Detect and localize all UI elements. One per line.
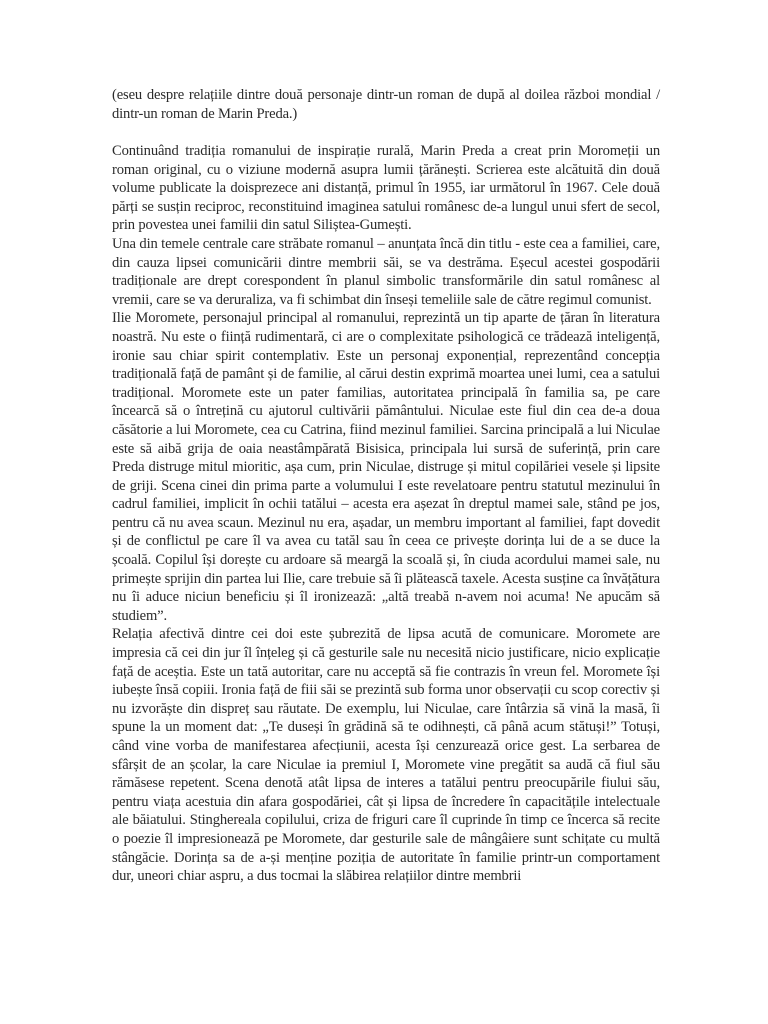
paragraph-relationship: Relația afectivă dintre cei doi este șubrezită de lipsa acută de comunicare. Moromete are impresia că cei din jur îl înțeleg și că gesturile sale nu necesită nicio justificare, nicio explicație față de aceștia. Este un tată autoritar, care nu acceptă să fie contrazis în vreun fel. Moromete își iubește însă copiii. Ironia față de fiii săi se prezintă sub forma unor observații cu scop corectiv și nu izvorăște din dispreț sau răutate. De exemplu, lui Niculae, care întârzia să vină la masă, îi spune la un moment dat: „Te duseși în grădină să te odihnești, că până acum stătuși!” Totuși, când vine vorba de manifestarea afecțiunii, acesta își cenzurează orice gest. La serbarea de sfârșit de an școlar, la care Niculae ia premiul I, Moromete vine pregătit sa audă că fiul său rămăsese repetent. Scena denotă atât lipsa de interes a tatălui pentru preocupările fiului său, pentru viața acestuia din afara gospodăriei, cât și lipsa de încredere în capacitățile intelectuale ale băiatului. Stinghereala copilului, criza de friguri care îl cuprinde în timp ce încerca să recite o poezie îl impresionează pe Moromete, dar gesturile sale de mângâiere sunt schițate cu multă stângăcie. Dorința sa de a-și menține poziția de autoritate în familie printr-un comportament dur, uneori chiar aspru, a dus tocmai la slăbirea relațiilor dintre membrii bbox=[112, 626, 660, 885]
paragraph-characters: Ilie Moromete, personajul principal al romanului, reprezintă un tip aparte de țăran în literatura noastră. Nu este o ființă rudimentară, ci are o complexitate psihologică ce trădează inteligență, ironie sau chiar spirit contemplativ. Este un personaj exponențial, reprezentând concepția tradițională față de pamânt și de familie, al cărui destin exprimă moartea unei lumi, cea a satului tradițional. Moromete este un pater familias, autoritatea principală în familia sa, pe care încearcă să o întrețină cu ajutorul cultivării pământului. Niculae este fiul din cea de-a doua căsătorie a lui Moromete, cea cu Catrina, fiind mezinul familiei. Sarcina principală a lui Niculae este să aibă grija de oaia neastâmpărată Bisisica, principala lui sursă de suferință, prin care Preda distruge mitul mioritic, așa cum, prin Niculae, distruge și mitul copilăriei vesele și lipsite de griji. Scena cinei din prima parte a volumului I este revelatoare pentru statutul mezinului în cadrul familiei, implicit în ochii tatălui – acesta era așezat în dreptul mamei sale, stând pe jos, pentru că nu avea scaun. Mezinul nu era, așadar, un membru important al familiei, fapt dovedit și de conflictul pe care îl va avea cu tatăl sau în ceea ce privește dorința lui de a se duce la școală. Copilul își dorește cu ardoare să meargă la scoală și, în ciuda acordului mamei sale, nu primește sprijin din partea lui Ilie, care trebuie să îi plătească taxele. Acesta susține ca învățătura nu îi aduce niciun beneficiu și îl ironizează: „altă treabă n-avem noi acuma! Ne apucăm să studiem”. bbox=[112, 310, 660, 624]
paragraph-theme: Una din temele centrale care străbate romanul – anunțata încă din titlu - este cea a familiei, care, din cauza lipsei comunicării dintre membrii săi, se va destrăma. Eșecul acestei gospodării tradiționale are drept corespondent în planul simbolic transformările din satul românesc al vremii, care se va deruraliza, va fi schimbat din înseși temeliile sale de către regimul comunist. bbox=[112, 235, 660, 308]
essay-subtitle-block bbox=[112, 86, 660, 123]
essay-subtitle: (eseu despre relațiile dintre două personaje dintr-un roman de după al doilea război mondial / dintr-un roman de Marin Preda.) bbox=[112, 87, 660, 122]
essay-body bbox=[112, 142, 660, 886]
paragraph-intro: Continuând tradiția romanului de inspirație rurală, Marin Preda a creat prin Moromeții un roman original, cu o viziune modernă asupra lumii țărănești. Scrierea este alcătuită din două volume publicate la doisprezece ani distanță, primul în 1955, iar următorul în 1967. Cele două părți se susțin reciproc, reconstituind imaginea satului românesc de-a lungul unui sfert de secol, prin povestea unei familii din satul Siliștea-Gumești. bbox=[112, 143, 660, 234]
